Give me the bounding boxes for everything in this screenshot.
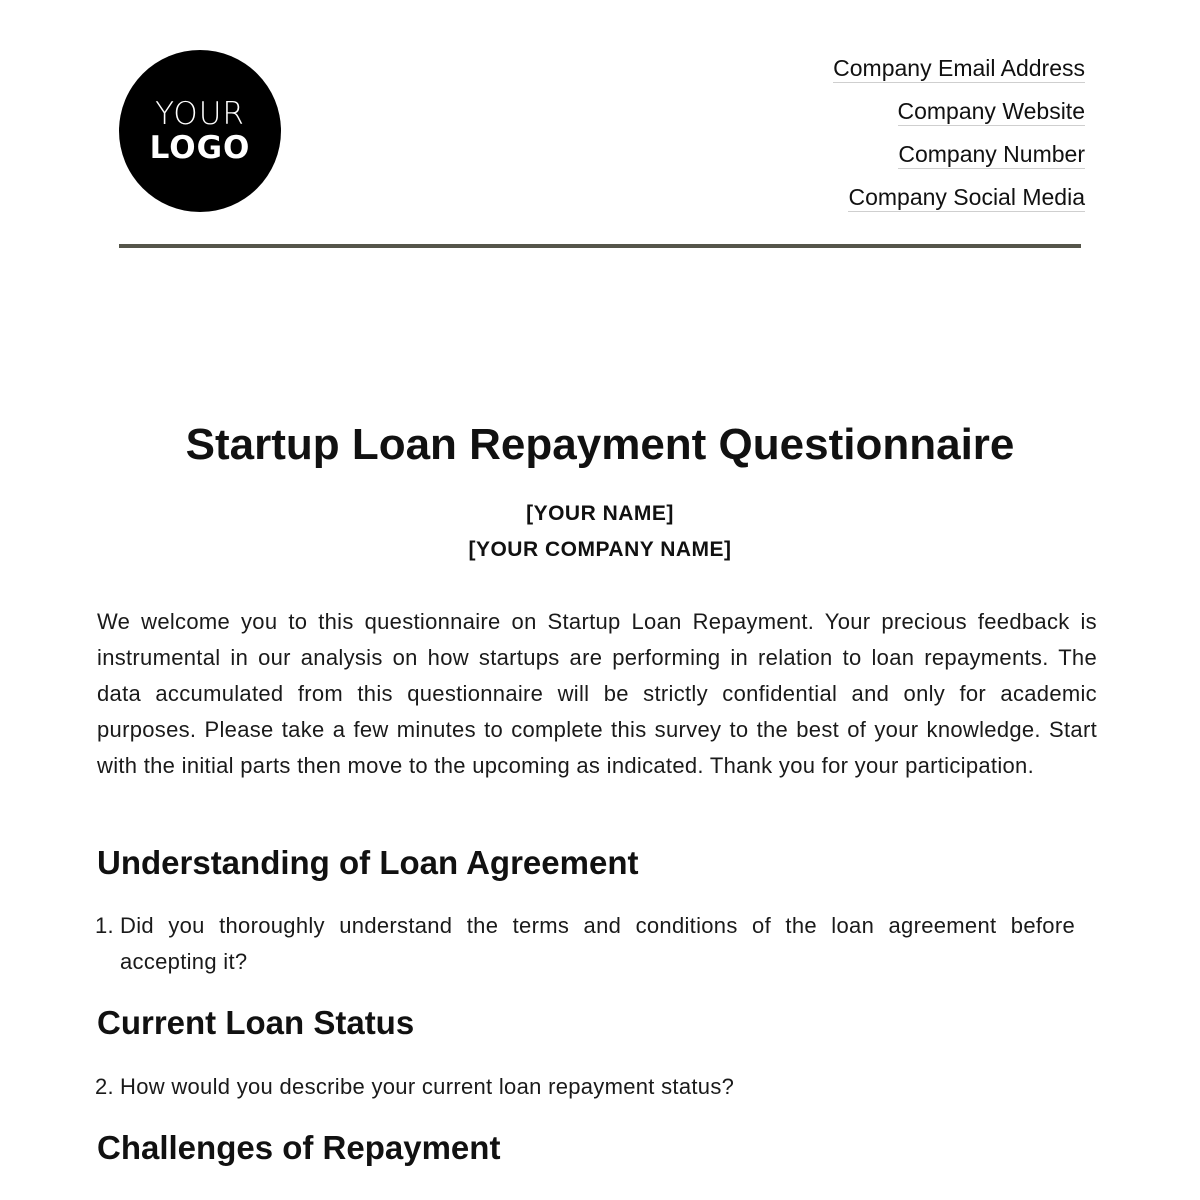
question-text: How would you describe your current loan repayment status?: [120, 1074, 735, 1099]
question-number: 2.: [95, 1074, 114, 1099]
question-number: 1.: [95, 913, 114, 938]
header-divider: [119, 244, 1081, 248]
question-item: [95, 1069, 1075, 1105]
question-item: [95, 908, 1075, 980]
company-contacts: [833, 54, 1085, 226]
logo-line-logo: LOGO: [149, 130, 251, 166]
your-company-name-placeholder: [YOUR COMPANY NAME]: [468, 538, 732, 561]
logo-line-your: YOUR: [155, 96, 245, 132]
question-text: Did you thoroughly understand the terms and conditions of the loan agreement before accepting it?: [120, 913, 1075, 974]
company-website-link[interactable]: Company Website: [897, 98, 1085, 124]
document-title: Startup Loan Repayment Questionnaire: [185, 420, 1015, 469]
company-number-link[interactable]: Company Number: [898, 141, 1085, 167]
section-heading-loan-agreement: Understanding of Loan Agreement: [97, 844, 639, 881]
company-social-media-link[interactable]: Company Social Media: [848, 184, 1085, 210]
company-email-link[interactable]: Company Email Address: [833, 55, 1085, 81]
section-heading-challenges-of-repayment: Challenges of Repayment: [97, 1129, 501, 1166]
intro-paragraph: We welcome you to this questionnaire on Startup Loan Repayment. Your precious feedback is instrumental in our analysis on how startups are performing in relation to loan repayments. The data accumulated from this questionnaire will be strictly confidential and only for academic purposes. Please take a few minutes to complete this survey to the best of your knowledge. Start with the initial parts then move to the upcoming as indicated. Thank you for your participation.: [97, 609, 1097, 778]
your-name-placeholder: [YOUR NAME]: [526, 502, 674, 525]
company-logo: [119, 50, 281, 212]
section-heading-current-loan-status: Current Loan Status: [97, 1004, 415, 1041]
